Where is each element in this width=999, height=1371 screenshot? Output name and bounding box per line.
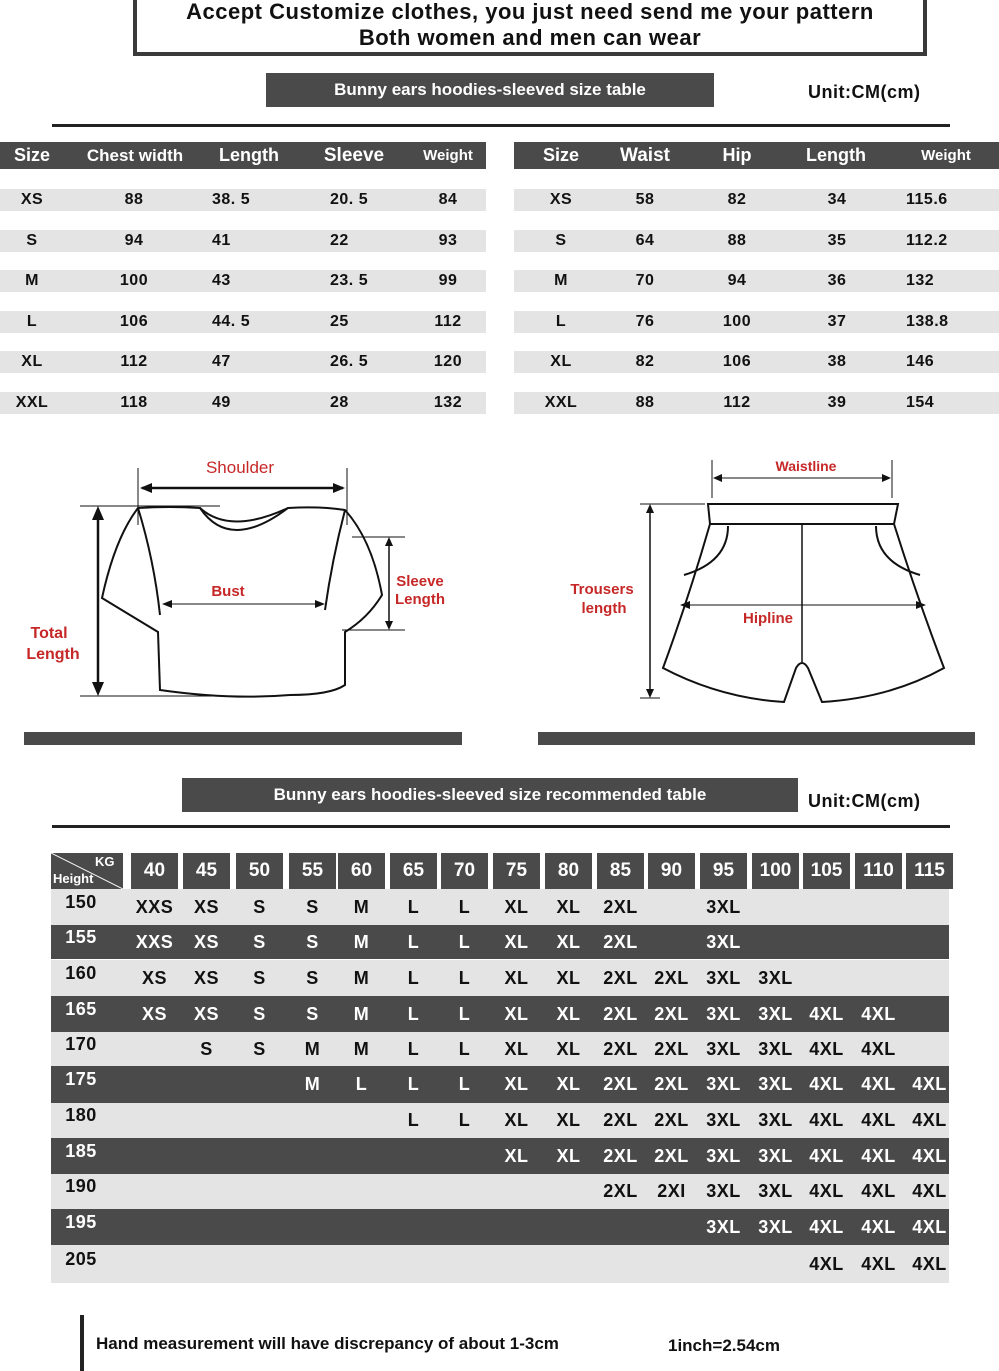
size-cell: 3XL xyxy=(706,1074,741,1094)
table-cell: 112 xyxy=(434,312,462,330)
height-cell: 155 xyxy=(65,927,97,947)
table-cell: S xyxy=(555,231,567,249)
left-sleeve-seam xyxy=(138,508,160,615)
size-cell: L xyxy=(458,1110,471,1130)
size-cell: S xyxy=(200,1039,213,1059)
table-row xyxy=(514,351,999,373)
header-length: Length xyxy=(806,145,866,165)
table-cell: 94 xyxy=(124,231,144,249)
table-cell: 82 xyxy=(727,191,747,208)
table-cell: 94 xyxy=(727,272,747,289)
table-row xyxy=(51,1032,949,1066)
table-header-row xyxy=(514,142,999,169)
trousers-length-label-1: Trousers xyxy=(570,581,634,598)
table-row xyxy=(514,230,999,252)
table-cell: M xyxy=(554,272,568,289)
table-row xyxy=(0,189,486,211)
table-row xyxy=(51,1174,949,1209)
header-weight: Weight xyxy=(423,147,473,164)
table-cell: 88 xyxy=(727,231,747,249)
header-weight: Weight xyxy=(921,147,971,164)
size-cell: 4XL xyxy=(861,1039,896,1059)
table-cell: 39 xyxy=(827,393,847,411)
size-cell: L xyxy=(458,1074,471,1094)
size-cell: 4XL xyxy=(912,1110,947,1130)
size-cell: 2XL xyxy=(654,1146,689,1166)
size-cell: 3XL xyxy=(758,1217,793,1237)
size-cell: 3XL xyxy=(758,1074,793,1094)
size-cell: 4XL xyxy=(912,1181,947,1201)
table-cell: 88 xyxy=(635,393,655,411)
size-cell: S xyxy=(253,1039,266,1059)
size-cell: 4XL xyxy=(809,1074,844,1094)
size-cell: 4XL xyxy=(861,1146,896,1166)
table-cell: 28 xyxy=(330,393,349,411)
table-cell: 47 xyxy=(212,353,231,370)
header-line-2: Both women and men can wear xyxy=(358,25,702,50)
size-cell: 2XL xyxy=(603,1039,638,1059)
size-cell: 2XL xyxy=(654,968,689,988)
weight-header: 95 xyxy=(700,853,747,889)
table-row xyxy=(0,351,486,373)
table-cell: 44. 5 xyxy=(212,312,251,330)
size-cell: 2XL xyxy=(654,1039,689,1059)
size-cell: L xyxy=(407,1004,420,1024)
arrow-head xyxy=(646,689,654,698)
size-cell: XL xyxy=(556,1004,581,1024)
height-cell: 160 xyxy=(65,963,97,983)
size-cell: 4XL xyxy=(809,1146,844,1166)
size-cell: XS xyxy=(193,968,219,988)
table-cell: 36 xyxy=(827,272,847,289)
size-cell: XL xyxy=(556,1074,581,1094)
size-cell: 2XL xyxy=(603,1110,638,1130)
size-cell: 3XL xyxy=(758,1181,793,1201)
size-cell: XL xyxy=(556,1039,581,1059)
size-cell: 4XL xyxy=(809,1217,844,1237)
rec-table-unit: Unit:CM(cm) xyxy=(808,791,921,811)
table-cell: 76 xyxy=(635,312,655,330)
inch-conversion: 1inch=2.54cm xyxy=(668,1336,780,1355)
size-cell: M xyxy=(304,1074,321,1094)
size-cell: 2XL xyxy=(654,1110,689,1130)
sleeve-length-label-2: Length xyxy=(395,591,445,608)
height-cell: 205 xyxy=(65,1249,97,1269)
total-length-label-2: Length xyxy=(26,646,80,663)
size-cell: S xyxy=(306,932,319,952)
size-cell: 3XL xyxy=(706,897,741,917)
arrow-head xyxy=(713,474,722,482)
size-cell: XL xyxy=(504,1039,529,1059)
header-line-1: Accept Customize clothes, you just need send me your pattern xyxy=(186,0,874,24)
size-cell: M xyxy=(353,932,370,952)
table-row xyxy=(51,996,949,1032)
table-cell: 112.2 xyxy=(906,231,948,249)
size-cell: L xyxy=(458,1004,471,1024)
weight-header: 85 xyxy=(597,853,644,889)
size-cell: 3XL xyxy=(706,968,741,988)
table-cell: L xyxy=(555,312,567,330)
arrow-head xyxy=(162,600,172,608)
table-cell: 146 xyxy=(906,353,935,370)
size-cell: 4XL xyxy=(861,1074,896,1094)
height-cell: 195 xyxy=(65,1212,97,1232)
size-table-unit: Unit:CM(cm) xyxy=(808,82,921,102)
height-cell: 170 xyxy=(65,1034,97,1054)
size-cell: M xyxy=(353,1039,370,1059)
corner-kg-label: KG xyxy=(95,854,115,869)
arrow-head xyxy=(882,474,891,482)
size-cell: XL xyxy=(504,1146,529,1166)
divider-rule xyxy=(52,124,950,127)
size-cell: 4XL xyxy=(861,1110,896,1130)
table-row xyxy=(51,889,949,925)
weight-header: 105 xyxy=(803,853,850,889)
size-cell: 4XL xyxy=(861,1217,896,1237)
table-cell: 82 xyxy=(635,353,655,370)
size-cell: 2XI xyxy=(657,1181,686,1201)
table-cell: 100 xyxy=(119,272,149,289)
size-cell: XL xyxy=(504,897,529,917)
size-cell: XS xyxy=(193,897,219,917)
table-cell: 118 xyxy=(120,393,148,411)
table-cell: 93 xyxy=(438,231,458,249)
weight-header: 60 xyxy=(338,853,385,889)
size-cell: XL xyxy=(556,1110,581,1130)
size-cell: XL xyxy=(504,968,529,988)
size-cell: 2XL xyxy=(603,1146,638,1166)
arrow-head xyxy=(646,504,654,513)
table-cell: 112 xyxy=(120,353,148,370)
shoulder-label: Shoulder xyxy=(205,458,275,477)
size-cell: 3XL xyxy=(706,1004,741,1024)
weight-header: 115 xyxy=(906,853,953,889)
rec-table-title: Bunny ears hoodies-sleeved size recommended table xyxy=(182,778,798,812)
height-cell: 165 xyxy=(65,999,97,1019)
size-cell: M xyxy=(353,968,370,988)
size-cell: 2XL xyxy=(603,1181,638,1201)
table-cell: 38. 5 xyxy=(212,191,251,208)
size-cell: XXS xyxy=(135,897,174,917)
size-cell: S xyxy=(253,1004,266,1024)
size-cell: 4XL xyxy=(809,1004,844,1024)
size-cell: 3XL xyxy=(706,1217,741,1237)
size-cell: M xyxy=(304,1039,321,1059)
weight-header: 40 xyxy=(131,853,178,889)
height-cell: 180 xyxy=(65,1105,97,1125)
weight-header: 100 xyxy=(752,853,799,889)
table-cell: 43 xyxy=(212,272,231,289)
table-row xyxy=(0,230,486,252)
header-size: Size xyxy=(542,145,580,165)
weight-header: 110 xyxy=(855,853,902,889)
size-cell: 3XL xyxy=(706,1146,741,1166)
hipline-label: Hipline xyxy=(742,610,793,627)
table-cell: 132 xyxy=(433,393,463,411)
size-cell: L xyxy=(407,968,420,988)
total-length-label-1: Total xyxy=(30,625,68,642)
table-row xyxy=(514,270,999,292)
size-cell: M xyxy=(353,1004,370,1024)
weight-header: 90 xyxy=(648,853,695,889)
weight-header: 55 xyxy=(289,853,336,889)
table-cell: 112 xyxy=(723,393,751,411)
table-cell: 84 xyxy=(438,191,458,208)
corner-header xyxy=(51,853,123,889)
diagram-bar-right xyxy=(538,732,975,745)
size-cell: 2XL xyxy=(603,1074,638,1094)
table-cell: 132 xyxy=(906,272,935,289)
table-cell: 37 xyxy=(827,312,847,330)
header-size: Size xyxy=(13,145,51,165)
table-row xyxy=(51,925,949,959)
table-cell: 154 xyxy=(906,393,935,411)
trousers-length-label-2: length xyxy=(581,600,627,617)
arrow-head xyxy=(315,600,325,608)
size-cell: XL xyxy=(504,1110,529,1130)
size-cell: S xyxy=(306,897,319,917)
size-cell: 3XL xyxy=(706,932,741,952)
size-cell: 3XL xyxy=(758,1146,793,1166)
weight-header: 65 xyxy=(390,853,437,889)
size-cell: 2XL xyxy=(603,897,638,917)
shorts-outline xyxy=(663,504,944,702)
sleeve-length-label-1: Sleeve xyxy=(396,573,444,590)
size-cell: 4XL xyxy=(912,1074,947,1094)
size-cell: 4XL xyxy=(809,1254,844,1274)
table-cell: 106 xyxy=(722,353,752,370)
size-cell: 4XL xyxy=(861,1254,896,1274)
table-cell: 106 xyxy=(119,312,149,330)
size-cell: XL xyxy=(556,1146,581,1166)
size-cell: L xyxy=(407,1074,420,1094)
height-cell: 175 xyxy=(65,1069,97,1089)
table-cell: 38 xyxy=(827,353,847,370)
size-cell: 4XL xyxy=(912,1217,947,1237)
size-cell: XS xyxy=(141,1004,167,1024)
size-cell: L xyxy=(407,1110,420,1130)
size-cell: 4XL xyxy=(861,1181,896,1201)
shirt-collar xyxy=(200,508,288,522)
table-row xyxy=(0,311,486,333)
size-cell: S xyxy=(253,897,266,917)
height-cell: 150 xyxy=(65,892,97,912)
table-row xyxy=(514,189,999,211)
table-row xyxy=(51,1245,949,1283)
corner-height-label: Height xyxy=(53,871,94,886)
size-cell: S xyxy=(306,968,319,988)
size-cell: S xyxy=(253,968,266,988)
table-row xyxy=(51,960,949,996)
left-pocket xyxy=(684,526,728,575)
size-cell: M xyxy=(353,897,370,917)
size-cell: XXS xyxy=(135,932,174,952)
size-cell: XS xyxy=(141,968,167,988)
size-cell: L xyxy=(355,1074,368,1094)
table-row xyxy=(0,270,486,292)
right-sleeve-seam xyxy=(325,510,345,610)
arrow-head xyxy=(140,483,152,493)
size-cell: L xyxy=(407,1039,420,1059)
size-cell: 3XL xyxy=(758,1039,793,1059)
size-cell: 3XL xyxy=(758,1004,793,1024)
size-cell: 4XL xyxy=(861,1004,896,1024)
divider-rule xyxy=(52,825,950,828)
table-cell: 20. 5 xyxy=(330,191,369,208)
table-cell: 88 xyxy=(124,191,144,208)
weight-header: 70 xyxy=(441,853,488,889)
arrow-head xyxy=(385,621,393,630)
table-cell: 41 xyxy=(212,231,231,249)
size-table-title: Bunny ears hoodies-sleeved size table xyxy=(266,73,714,107)
table-cell: 99 xyxy=(438,272,458,289)
table-row xyxy=(51,1103,949,1138)
table-cell: 23. 5 xyxy=(330,272,369,289)
header-sleeve: Sleeve xyxy=(323,145,385,166)
size-cell: 3XL xyxy=(758,968,793,988)
size-cell: 4XL xyxy=(912,1146,947,1166)
arrow-head xyxy=(385,537,393,546)
header-chest-width: Chest width xyxy=(86,146,184,165)
size-cell: 2XL xyxy=(603,932,638,952)
size-cell: L xyxy=(458,932,471,952)
arrow-head xyxy=(333,483,345,493)
size-cell: 4XL xyxy=(809,1110,844,1130)
size-cell: 3XL xyxy=(758,1110,793,1130)
table-cell: 25 xyxy=(330,312,349,330)
header-waist: Waist xyxy=(620,145,670,166)
table-row xyxy=(51,1138,949,1174)
header-hip: Hip xyxy=(722,145,752,165)
weight-header: 45 xyxy=(183,853,230,889)
height-cell: 190 xyxy=(65,1176,97,1196)
size-cell: S xyxy=(306,1004,319,1024)
table-row xyxy=(0,392,486,414)
waistline-label: Waistline xyxy=(775,458,837,474)
table-cell: 64 xyxy=(635,231,655,249)
size-cell: 4XL xyxy=(912,1254,947,1274)
table-row xyxy=(514,392,999,414)
table-cell: 34 xyxy=(827,191,847,208)
size-cell: 4XL xyxy=(809,1181,844,1201)
size-cell: 4XL xyxy=(809,1039,844,1059)
table-row xyxy=(514,311,999,333)
table-cell: 22 xyxy=(330,231,349,249)
weight-header: 50 xyxy=(236,853,283,889)
size-cell: 3XL xyxy=(706,1039,741,1059)
table-cell: XXL xyxy=(15,393,49,411)
table-cell: 35 xyxy=(827,231,847,249)
table-cell: 70 xyxy=(635,272,655,289)
weight-header: 80 xyxy=(545,853,592,889)
size-cell: XL xyxy=(556,968,581,988)
arrow-head xyxy=(92,682,104,696)
size-cell: XL xyxy=(504,932,529,952)
size-cell: 2XL xyxy=(654,1004,689,1024)
size-cell: XL xyxy=(504,1004,529,1024)
size-cell: XL xyxy=(556,932,581,952)
size-cell: XL xyxy=(504,1074,529,1094)
table-cell: 58 xyxy=(635,191,655,208)
table-cell: 100 xyxy=(722,312,752,330)
size-cell: XL xyxy=(556,897,581,917)
table-cell: S xyxy=(26,231,38,249)
size-cell: 2XL xyxy=(603,1004,638,1024)
table-header-row xyxy=(0,142,486,169)
table-cell: 26. 5 xyxy=(330,353,369,370)
table-row xyxy=(51,1066,949,1103)
table-cell: 115.6 xyxy=(906,191,948,208)
table-cell: 138.8 xyxy=(906,312,949,330)
table-cell: XL xyxy=(550,353,572,370)
table-cell: XL xyxy=(21,353,43,370)
size-cell: L xyxy=(458,897,471,917)
table-cell: M xyxy=(25,272,39,289)
table-cell: 49 xyxy=(212,393,231,411)
arrow-head xyxy=(92,506,104,520)
size-cell: L xyxy=(458,1039,471,1059)
size-cell: S xyxy=(253,932,266,952)
table-cell: XS xyxy=(549,191,573,208)
header-length: Length xyxy=(219,145,279,165)
size-cell: L xyxy=(458,968,471,988)
size-cell: XS xyxy=(193,932,219,952)
weight-header: 75 xyxy=(493,853,540,889)
table-cell: L xyxy=(26,312,38,330)
size-cell: 2XL xyxy=(654,1074,689,1094)
measurement-note: Hand measurement will have discrepancy of about 1-3cm xyxy=(96,1334,559,1353)
table-cell: 120 xyxy=(433,353,463,370)
table-cell: XS xyxy=(20,191,44,208)
size-cell: 2XL xyxy=(603,968,638,988)
diagram-bar-left xyxy=(24,732,462,745)
size-cell: XS xyxy=(193,1004,219,1024)
bust-label: Bust xyxy=(211,583,245,600)
table-cell: XXL xyxy=(544,393,578,411)
size-cell: L xyxy=(407,932,420,952)
table-row xyxy=(51,1209,949,1245)
height-cell: 185 xyxy=(65,1141,97,1161)
size-cell: L xyxy=(407,897,420,917)
size-cell: 3XL xyxy=(706,1181,741,1201)
size-cell: 3XL xyxy=(706,1110,741,1130)
